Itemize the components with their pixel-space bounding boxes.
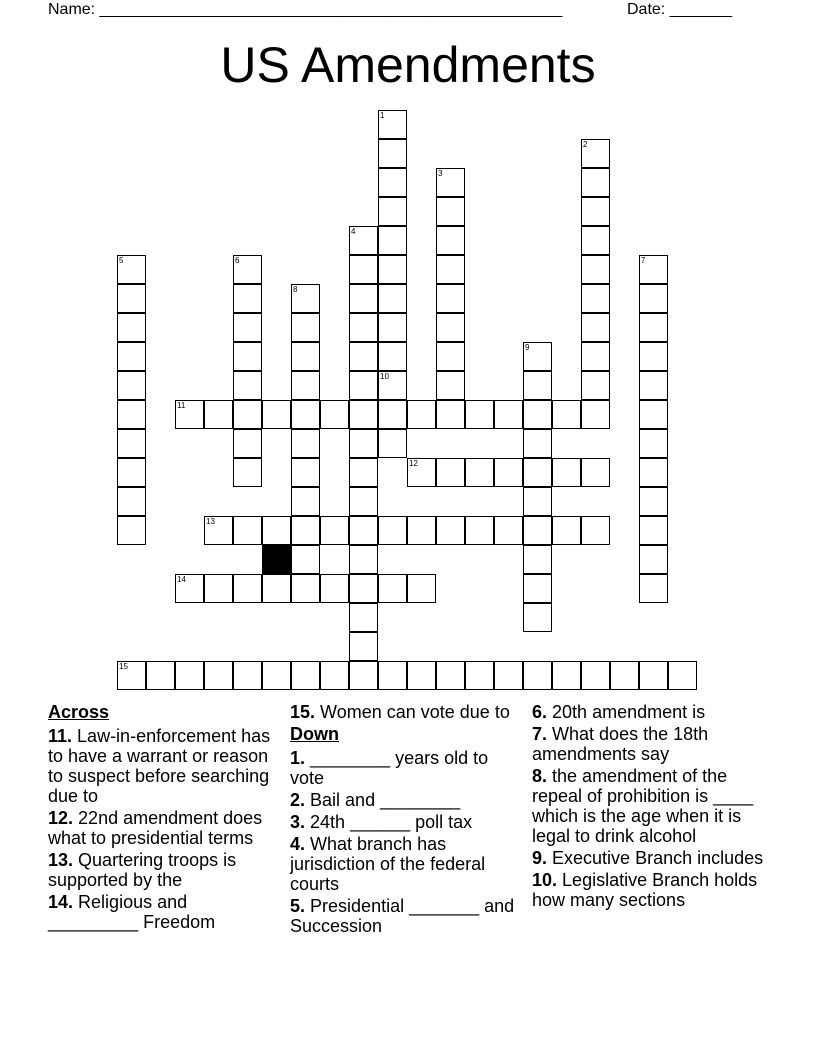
page-title: US Amendments bbox=[220, 37, 596, 93]
grid-cell[interactable] bbox=[233, 400, 262, 429]
clue-number: 1 bbox=[380, 111, 385, 120]
grid-cell[interactable] bbox=[349, 516, 378, 545]
grid-cell[interactable] bbox=[436, 284, 465, 313]
grid-cell[interactable] bbox=[436, 516, 465, 545]
grid-cell[interactable] bbox=[291, 545, 320, 574]
grid-cell[interactable] bbox=[262, 661, 291, 690]
grid-cell[interactable] bbox=[349, 371, 378, 400]
grid-cell[interactable] bbox=[523, 545, 552, 574]
down-clue-3: 3. 24th ______ poll tax bbox=[290, 812, 473, 832]
grid-cell[interactable] bbox=[378, 197, 407, 226]
grid-cell[interactable] bbox=[291, 313, 320, 342]
grid-cell[interactable] bbox=[117, 313, 146, 342]
grid-cell[interactable] bbox=[175, 661, 204, 690]
clue-number: 9 bbox=[525, 343, 530, 352]
grid-cell[interactable] bbox=[407, 574, 436, 603]
grid-cell[interactable] bbox=[233, 661, 262, 690]
grid-cell[interactable] bbox=[639, 400, 668, 429]
grid-cell[interactable] bbox=[233, 255, 262, 284]
grid-cell[interactable] bbox=[610, 661, 639, 690]
grid-cell[interactable] bbox=[117, 400, 146, 429]
grid-cell[interactable] bbox=[320, 661, 349, 690]
clue-number: 5 bbox=[119, 256, 124, 265]
grid-cell[interactable] bbox=[407, 400, 436, 429]
grid-cell[interactable] bbox=[117, 661, 146, 690]
grid-cell[interactable] bbox=[639, 516, 668, 545]
grid-cell[interactable] bbox=[639, 371, 668, 400]
grid-cell[interactable] bbox=[436, 313, 465, 342]
black-cell bbox=[262, 545, 291, 574]
grid-cell[interactable] bbox=[233, 458, 262, 487]
grid-cell[interactable] bbox=[378, 371, 407, 400]
grid-cell[interactable] bbox=[204, 400, 233, 429]
grid-cell[interactable] bbox=[581, 168, 610, 197]
grid-cell[interactable] bbox=[349, 574, 378, 603]
grid-cell[interactable] bbox=[291, 400, 320, 429]
grid-cell[interactable] bbox=[204, 574, 233, 603]
grid-cell[interactable] bbox=[117, 255, 146, 284]
grid-cell[interactable] bbox=[523, 458, 552, 487]
grid-cell[interactable] bbox=[552, 516, 581, 545]
grid-cell[interactable] bbox=[581, 226, 610, 255]
down-clue-1: 1. ________ years old to vote bbox=[290, 748, 489, 788]
clue-column-2 bbox=[290, 702, 522, 938]
grid-cell[interactable] bbox=[378, 400, 407, 429]
grid-cell[interactable] bbox=[378, 342, 407, 371]
grid-cell[interactable] bbox=[233, 371, 262, 400]
grid-cell[interactable] bbox=[175, 574, 204, 603]
grid-cell[interactable] bbox=[233, 429, 262, 458]
grid-cell[interactable] bbox=[233, 284, 262, 313]
grid-cell[interactable] bbox=[117, 487, 146, 516]
grid-cell[interactable] bbox=[552, 400, 581, 429]
grid-cell[interactable] bbox=[320, 574, 349, 603]
clue-number: 8 bbox=[293, 285, 298, 294]
grid-cell[interactable] bbox=[117, 516, 146, 545]
grid-cell[interactable] bbox=[639, 487, 668, 516]
grid-cell[interactable] bbox=[552, 661, 581, 690]
grid-cell[interactable] bbox=[523, 487, 552, 516]
grid-cell[interactable] bbox=[668, 661, 697, 690]
grid-cell[interactable] bbox=[146, 661, 175, 690]
down-clue-6: 6. 20th amendment is bbox=[532, 702, 706, 722]
down-clue-10: 10. Legislative Branch holds how many sections bbox=[532, 870, 758, 910]
grid-cell[interactable] bbox=[523, 661, 552, 690]
grid-cell[interactable] bbox=[378, 284, 407, 313]
grid-cell[interactable] bbox=[639, 255, 668, 284]
grid-cell[interactable] bbox=[117, 342, 146, 371]
clue-number: 14 bbox=[177, 575, 186, 584]
grid-cell[interactable] bbox=[320, 516, 349, 545]
name-field-label: Name: ____________________________________________________ bbox=[48, 1, 563, 18]
across-clue-13: 13. Quartering troops is supported by the bbox=[48, 850, 237, 890]
grid-cell[interactable] bbox=[117, 371, 146, 400]
clue-number: 3 bbox=[438, 169, 443, 178]
date-field-label: Date: _______ bbox=[627, 1, 732, 18]
down-clue-8: 8. the amendment of the repeal of prohibition is ____ which is the age when it is legal to drink alcohol bbox=[532, 766, 754, 846]
clue-column-1 bbox=[48, 702, 278, 934]
grid-cell[interactable] bbox=[436, 342, 465, 371]
grid-cell[interactable] bbox=[378, 516, 407, 545]
grid-cell[interactable] bbox=[291, 661, 320, 690]
grid-cell[interactable] bbox=[523, 603, 552, 632]
grid-cell[interactable] bbox=[523, 400, 552, 429]
grid-cell[interactable] bbox=[581, 516, 610, 545]
grid-cell[interactable] bbox=[233, 342, 262, 371]
grid-cell[interactable] bbox=[349, 603, 378, 632]
grid-cell[interactable] bbox=[117, 429, 146, 458]
grid-cell[interactable] bbox=[349, 632, 378, 661]
grid-cell[interactable] bbox=[581, 400, 610, 429]
grid-cell[interactable] bbox=[494, 661, 523, 690]
grid-cell[interactable] bbox=[291, 429, 320, 458]
grid-cell[interactable] bbox=[349, 458, 378, 487]
grid-cell[interactable] bbox=[378, 110, 407, 139]
across-clue-12: 12. 22nd amendment does what to presidential terms bbox=[48, 808, 263, 848]
grid-cell[interactable] bbox=[204, 516, 233, 545]
grid-cell[interactable] bbox=[436, 458, 465, 487]
grid-cell[interactable] bbox=[378, 168, 407, 197]
down-clue-5: 5. Presidential _______ and Succession bbox=[290, 896, 515, 936]
grid-cell[interactable] bbox=[349, 313, 378, 342]
grid-cell[interactable] bbox=[465, 400, 494, 429]
grid-cell[interactable] bbox=[639, 313, 668, 342]
grid-cell[interactable] bbox=[436, 255, 465, 284]
clue-number: 12 bbox=[409, 459, 418, 468]
clue-column-3 bbox=[532, 702, 772, 912]
grid-cell[interactable] bbox=[639, 429, 668, 458]
grid-cell[interactable] bbox=[291, 487, 320, 516]
grid-cell[interactable] bbox=[639, 342, 668, 371]
across-clue-15: 15. Women can vote due to bbox=[290, 702, 510, 722]
grid-cell[interactable] bbox=[291, 371, 320, 400]
grid-cell[interactable] bbox=[436, 197, 465, 226]
clue-number: 15 bbox=[119, 662, 128, 671]
grid-cell[interactable] bbox=[639, 458, 668, 487]
grid-cell[interactable] bbox=[349, 661, 378, 690]
grid-cell[interactable] bbox=[436, 226, 465, 255]
grid-cell[interactable] bbox=[494, 400, 523, 429]
grid-cell[interactable] bbox=[378, 661, 407, 690]
grid-cell[interactable] bbox=[552, 458, 581, 487]
clue-number: 13 bbox=[206, 517, 215, 526]
clue-number: 10 bbox=[380, 372, 389, 381]
grid-cell[interactable] bbox=[378, 226, 407, 255]
clue-number: 7 bbox=[641, 256, 646, 265]
grid-cell[interactable] bbox=[262, 400, 291, 429]
grid-cell[interactable] bbox=[378, 313, 407, 342]
grid-cell[interactable] bbox=[378, 574, 407, 603]
grid-cell[interactable] bbox=[349, 429, 378, 458]
grid-cell[interactable] bbox=[349, 342, 378, 371]
grid-cell[interactable] bbox=[175, 400, 204, 429]
across-heading: Across bbox=[48, 702, 110, 722]
grid-cell[interactable] bbox=[494, 458, 523, 487]
grid-cell[interactable] bbox=[436, 168, 465, 197]
grid-cell[interactable] bbox=[523, 574, 552, 603]
grid-cell[interactable] bbox=[639, 545, 668, 574]
across-clue-11: 11. Law-in-enforcement has to have a warrant or reason to suspect before searching due to bbox=[48, 726, 271, 806]
down-clue-4: 4. What branch has jurisdiction of the federal courts bbox=[290, 834, 486, 894]
grid-cell[interactable] bbox=[349, 545, 378, 574]
grid-cell[interactable] bbox=[465, 458, 494, 487]
down-clue-2: 2. Bail and ________ bbox=[290, 790, 461, 810]
grid-cell[interactable] bbox=[291, 574, 320, 603]
grid-cell[interactable] bbox=[262, 516, 291, 545]
grid-cell[interactable] bbox=[233, 313, 262, 342]
clue-number: 11 bbox=[177, 401, 186, 410]
grid-cell[interactable] bbox=[581, 342, 610, 371]
grid-cell[interactable] bbox=[407, 516, 436, 545]
across-clue-14: 14. Religious and _________ Freedom bbox=[48, 892, 216, 932]
grid-cell[interactable] bbox=[117, 284, 146, 313]
grid-cell[interactable] bbox=[320, 400, 349, 429]
down-clue-9: 9. Executive Branch includes bbox=[532, 848, 764, 868]
grid-cell[interactable] bbox=[349, 226, 378, 255]
grid-cell[interactable] bbox=[494, 516, 523, 545]
grid-cell[interactable] bbox=[349, 255, 378, 284]
grid-cell[interactable] bbox=[581, 371, 610, 400]
grid-cell[interactable] bbox=[581, 197, 610, 226]
grid-cell[interactable] bbox=[233, 574, 262, 603]
grid-cell[interactable] bbox=[581, 255, 610, 284]
grid-cell[interactable] bbox=[407, 458, 436, 487]
grid-cell[interactable] bbox=[291, 458, 320, 487]
grid-cell[interactable] bbox=[291, 516, 320, 545]
grid-cell[interactable] bbox=[349, 400, 378, 429]
down-clue-7: 7. What does the 18th amendments say bbox=[532, 724, 709, 764]
grid-cell[interactable] bbox=[581, 313, 610, 342]
grid-cell[interactable] bbox=[465, 661, 494, 690]
grid-cell[interactable] bbox=[581, 284, 610, 313]
grid-cell[interactable] bbox=[523, 371, 552, 400]
grid-cell[interactable] bbox=[581, 661, 610, 690]
grid-cell[interactable] bbox=[291, 342, 320, 371]
grid-cell[interactable] bbox=[523, 429, 552, 458]
down-heading: Down bbox=[290, 724, 339, 744]
clue-number: 4 bbox=[351, 227, 356, 236]
grid-cell[interactable] bbox=[349, 284, 378, 313]
grid-cell[interactable] bbox=[291, 284, 320, 313]
grid-cell[interactable] bbox=[436, 400, 465, 429]
grid-cell[interactable] bbox=[378, 255, 407, 284]
grid-cell[interactable] bbox=[436, 371, 465, 400]
grid-cell[interactable] bbox=[581, 139, 610, 168]
grid-cell[interactable] bbox=[233, 516, 262, 545]
grid-cell[interactable] bbox=[639, 661, 668, 690]
grid-cell[interactable] bbox=[378, 429, 407, 458]
grid-cell[interactable] bbox=[378, 139, 407, 168]
grid-cell[interactable] bbox=[436, 661, 465, 690]
grid-cell[interactable] bbox=[117, 458, 146, 487]
grid-cell[interactable] bbox=[581, 458, 610, 487]
grid-cell[interactable] bbox=[523, 516, 552, 545]
grid-cell[interactable] bbox=[262, 574, 291, 603]
grid-cell[interactable] bbox=[639, 574, 668, 603]
grid-cell[interactable] bbox=[349, 487, 378, 516]
grid-cell[interactable] bbox=[204, 661, 233, 690]
grid-cell[interactable] bbox=[407, 661, 436, 690]
grid-cell[interactable] bbox=[523, 342, 552, 371]
grid-cell[interactable] bbox=[639, 284, 668, 313]
clue-number: 2 bbox=[583, 140, 588, 149]
clue-number: 6 bbox=[235, 256, 240, 265]
grid-cell[interactable] bbox=[465, 516, 494, 545]
